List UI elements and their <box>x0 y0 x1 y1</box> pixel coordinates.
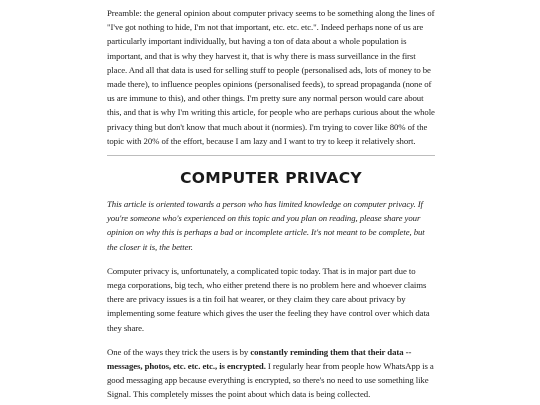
paragraph-lead-text: One of the ways they trick the users is by <box>107 346 251 357</box>
body-paragraph-1: Computer privacy is, unfortunately, a complicated topic today. That is in major part due to mega corporations, big tech, who either pretend there is no problem here and whoever claims there are privacy issues is a tin foil hat wearer, or they claim they care about privacy by implementing some feature which gives the user the feeling they have control over which data they share. <box>107 265 430 333</box>
emphasized-text: constantly reminding them that their data -- messages, photos, etc. etc. etc., is encrypted. <box>107 346 412 372</box>
article <box>107 0 435 402</box>
body-paragraph-2 <box>107 345 435 402</box>
preamble-paragraph: Preamble: the general opinion about computer privacy seems to be something along the lines of "I've got nothing to hide, I'm not that important, etc. etc. etc.". Indeed perhaps none of us are particularly important individually, but having a ton of data about a whole population is important, and that is why they harvest it, that is why there is mass surveillance in the first place. And all that data is used for selling stuff to people (personalised ads, lots of money to be made there), to influence peoples opinions (personalised feeds), to spread propaganda (none of us are immune to this), and other things. I'm pretty sure any normal person would care about this, and that is why I'm writing this article, for people who are perhaps curious about the whole privacy thing but don't know that much about it (normies). I'm trying to cover like 80% of the topic with 20% of the effort, because I am lazy and I want to try to keep it relatively short. <box>107 8 435 146</box>
divider <box>107 155 435 156</box>
paragraph-rest-text: I regularly hear from people how WhatsApp is a good messaging app because everything is encrypted, so there's no need to use something like Signal. This completely misses the point about which data is being collected. <box>107 361 434 400</box>
intro-paragraph: This article is oriented towards a person who has limited knowledge on computer privacy. If you're someone who's experienced on this topic and you plan on reading, please share your opinion on why this is perhaps a bad or incomplete article. It's not meant to be complete, but the closer it is, the better. <box>107 199 425 252</box>
page-title: COMPUTER PRIVACY <box>180 169 362 188</box>
